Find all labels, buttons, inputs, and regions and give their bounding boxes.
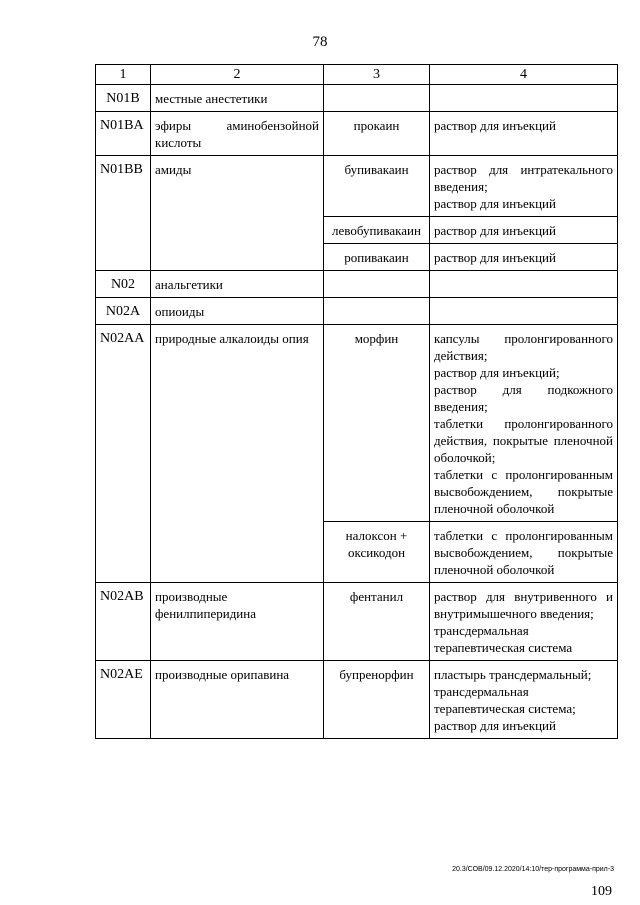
form-line: таблетки пролонгированного действия, покрытые пленочной оболочкой; [434, 416, 613, 465]
form-line: трансдермальная терапевтическая система [434, 623, 573, 655]
page-number-bottom: 109 [591, 884, 612, 899]
drug-cell [324, 85, 430, 112]
code-cell: N01B [96, 85, 151, 112]
form-line: раствор для инъекций [434, 718, 556, 733]
forms-cell [430, 661, 618, 739]
form-line: таблетки с пролонгированным высвобождением, покрытые пленочной оболочкой [434, 528, 613, 577]
forms-cell [430, 583, 618, 661]
drug-table [95, 64, 618, 739]
code-cell: N02AA [96, 325, 151, 583]
table-row [96, 583, 618, 661]
table-row [96, 325, 618, 522]
code-cell: N01BA [96, 112, 151, 156]
forms-cell [430, 298, 618, 325]
header-cell: 4 [430, 65, 618, 85]
form-line: таблетки с пролонгированным высвобождением, покрытые пленочной оболочкой [434, 467, 613, 516]
form-line: раствор для инъекций [434, 223, 556, 238]
form-line: трансдермальная терапевтическая система; [434, 684, 576, 716]
drug-cell: ропивакаин [324, 244, 430, 271]
group-cell: опиоиды [151, 298, 324, 325]
table-row [96, 112, 618, 156]
forms-cell [430, 112, 618, 156]
forms-cell [430, 217, 618, 244]
header-cell: 2 [151, 65, 324, 85]
group-cell: местные анестетики [151, 85, 324, 112]
group-cell: анальгетики [151, 271, 324, 298]
header-cell: 1 [96, 65, 151, 85]
drug-cell: налоксон + оксикодон [324, 522, 430, 583]
table-header-row [96, 65, 618, 85]
table-row [96, 156, 618, 217]
code-cell: N02 [96, 271, 151, 298]
form-line: раствор для инъекций [434, 118, 556, 133]
drug-cell: фентанил [324, 583, 430, 661]
table-row [96, 85, 618, 112]
drug-cell: прокаин [324, 112, 430, 156]
form-line: раствор для инъекций [434, 196, 556, 211]
code-cell: N02A [96, 298, 151, 325]
drug-cell: бупивакаин [324, 156, 430, 217]
forms-cell [430, 325, 618, 522]
form-line: раствор для инъекций [434, 250, 556, 265]
code-cell: N02AE [96, 661, 151, 739]
table-row [96, 661, 618, 739]
drug-cell: морфин [324, 325, 430, 522]
page-number-top: 78 [312, 34, 328, 50]
table-row [96, 298, 618, 325]
document-code-footer: 20.3/СОВ/09.12.2020/14:10/тер-программа-прил-3 [452, 866, 614, 873]
drug-cell [324, 271, 430, 298]
drug-cell: бупренорфин [324, 661, 430, 739]
forms-cell [430, 244, 618, 271]
code-cell: N01BB [96, 156, 151, 271]
form-line: раствор для инъекций; [434, 365, 560, 380]
drug-cell: левобупивакаин [324, 217, 430, 244]
forms-cell [430, 85, 618, 112]
form-line: раствор для внутривенного и внутримышечного введения; [434, 589, 613, 621]
group-cell: природные алкалоиды опия [151, 325, 324, 583]
group-cell: производные фенилпиперидина [151, 583, 324, 661]
forms-cell [430, 522, 618, 583]
header-cell: 3 [324, 65, 430, 85]
drug-cell [324, 298, 430, 325]
forms-cell [430, 156, 618, 217]
group-cell: эфиры аминобензойной кислоты [151, 112, 324, 156]
forms-cell [430, 271, 618, 298]
form-line: капсулы пролонгированного действия; [434, 331, 613, 363]
group-cell: амиды [151, 156, 324, 271]
form-line: раствор для подкожного введения; [434, 382, 613, 414]
table-row [96, 271, 618, 298]
group-cell: производные орипавина [151, 661, 324, 739]
code-cell: N02AB [96, 583, 151, 661]
form-line: пластырь трансдермальный; [434, 667, 592, 682]
form-line: раствор для интратекального введения; [434, 162, 613, 194]
